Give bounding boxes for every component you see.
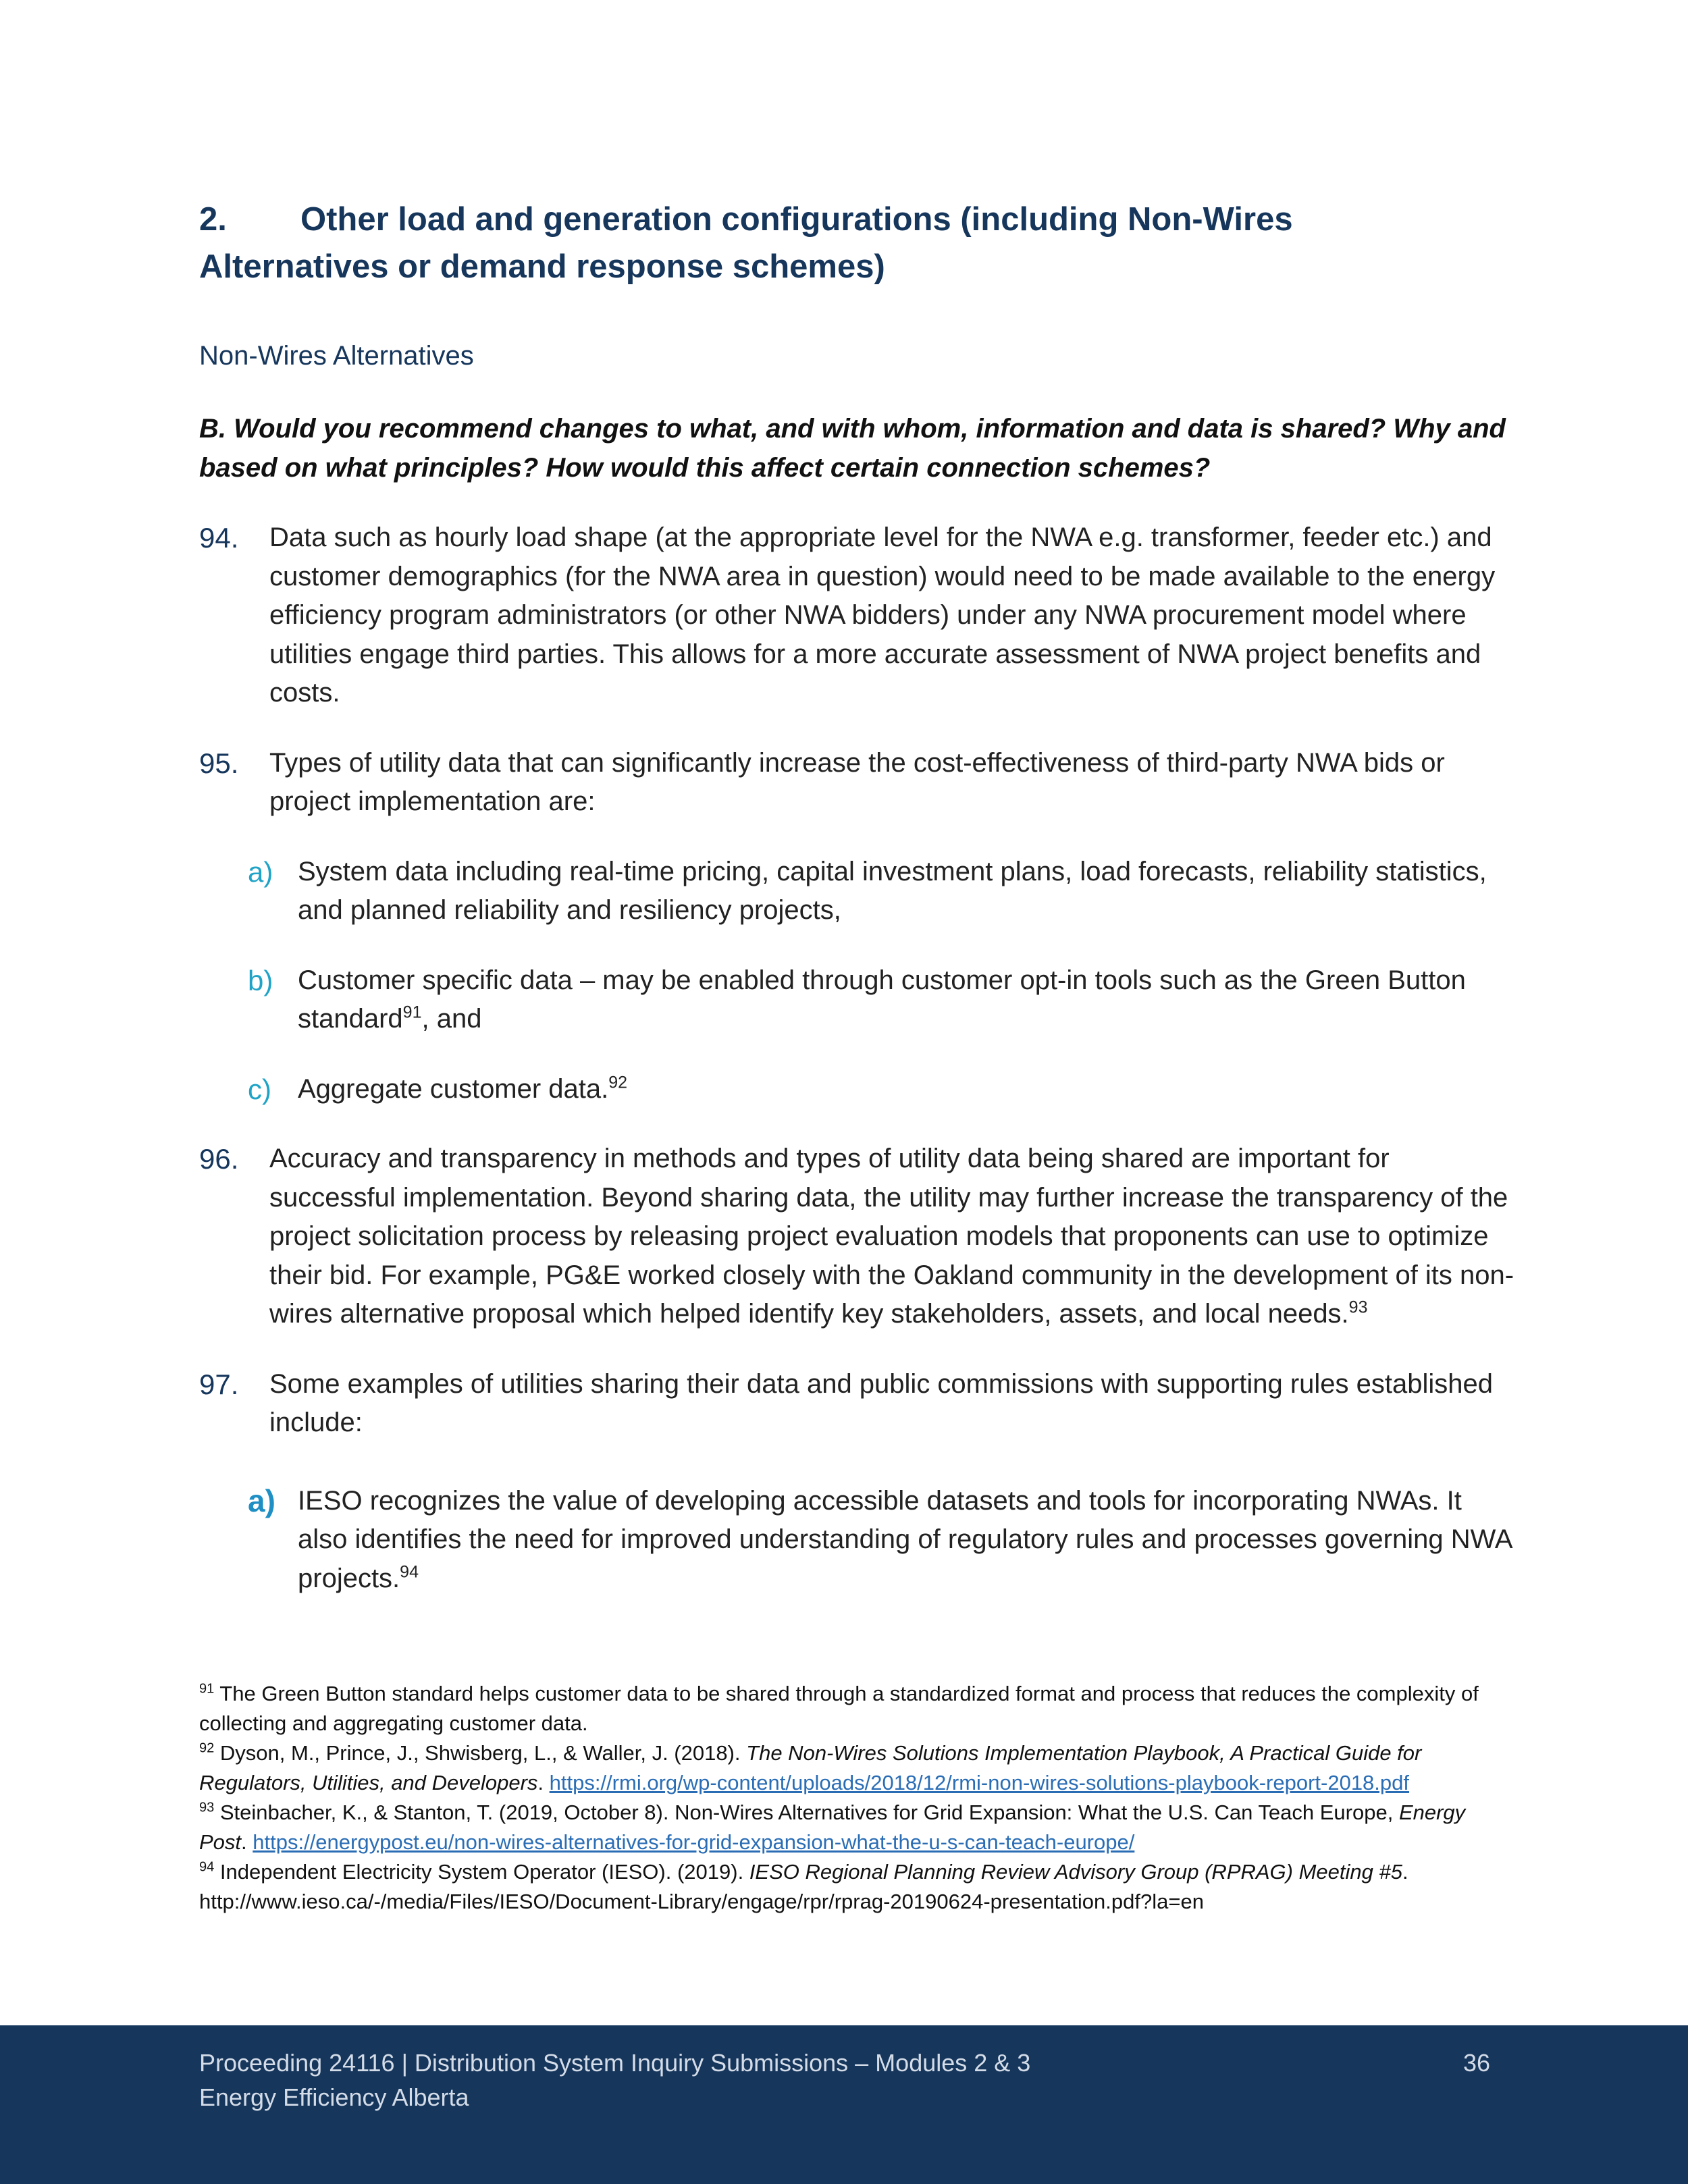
footnote-ref: 93 [1348, 1298, 1368, 1317]
footnote-link[interactable]: https://energypost.eu/non-wires-alternatives-for-grid-expansion-what-the-u-s-can-teach-europe/ [253, 1830, 1135, 1854]
list-item-text: Customer specific data – may be enabled through customer opt-in tools such as the Green Button standard [298, 965, 1466, 1034]
list-item-text: Aggregate customer data. [298, 1073, 609, 1104]
page-footer [0, 2025, 1688, 2184]
footnote-92 [199, 1738, 1516, 1798]
question-text: B. Would you recommend changes to what, and with whom, information and data is shared? Why and based on what principles? How would this affect certain connection schemes? [199, 414, 1506, 483]
footer-text [199, 2046, 1030, 2114]
paragraph-94 [199, 518, 1516, 713]
list-letter: a) [248, 855, 273, 888]
footnote-text: Dyson, M., Prince, J., Shwisberg, L., & Waller, J. (2018). [214, 1741, 747, 1765]
footnote-text: The Green Button standard helps customer data to be shared through a standardized format and process that reduces the complexity of collecting and aggregating customer data. [199, 1682, 1479, 1735]
footnote-link[interactable]: https://rmi.org/wp-content/uploads/2018/12/rmi-non-wires-solutions-playbook-report-2018.pdf [549, 1771, 1410, 1794]
footnote-number: 91 [199, 1681, 215, 1697]
list-letter: a) [248, 1483, 275, 1518]
section-number: 2. [199, 201, 227, 238]
section-title-line2: Alternatives or demand response schemes) [199, 248, 885, 285]
footnote-ref: 92 [608, 1073, 628, 1092]
list-item-text-after: , and [421, 1004, 482, 1034]
footnote-title: The Non-Wires Solutions Implementation Playbook, A Practical Guide for Regulators, Utilities, and Developers [199, 1741, 1422, 1794]
paragraph-number: 95. [199, 747, 239, 779]
footnote-title: IESO Regional Planning Review Advisory Group (RPRAG) Meeting #5 [749, 1860, 1402, 1884]
list-letter: c) [248, 1073, 271, 1105]
footnote-number: 92 [199, 1740, 215, 1756]
section-heading [199, 196, 1516, 290]
footnote-text-after: . http://www.ieso.ca/-/media/Files/IESO/Document-Library/engage/rpr/rprag-20190624-presentation.pdf?la=en [199, 1860, 1408, 1913]
paragraph-number: 97. [199, 1368, 239, 1400]
footnote-ref: 94 [400, 1562, 419, 1582]
footnote-text: Steinbacher, K., & Stanton, T. (2019, October 8). Non-Wires Alternatives for Grid Expansion: What the U.S. Can Teach Europe, [214, 1801, 1399, 1824]
footnote-text: Independent Electricity System Operator (IESO). (2019). [214, 1860, 749, 1884]
paragraph-number: 94. [199, 522, 239, 554]
paragraph-text: Accuracy and transparency in methods and types of utility data being shared are important for successful implementation. Beyond sharing data, the utility may further increase the transparency of the project solicitation process by releasing project evaluation models that proponents can use to optimize their bid. For example, PG&E worked closely with the Oakland community in the development of its non-wires alternative proposal which helped identify key stakeholders, assets, and local needs. [269, 1144, 1514, 1329]
paragraph-97 [199, 1365, 1516, 1443]
page-number: 36 [1462, 2049, 1490, 2077]
footnote-text-after: . [537, 1771, 550, 1794]
list-item [199, 1070, 1516, 1109]
list-item [199, 1482, 1516, 1599]
section-title-line1: Other load and generation configurations (including Non-Wires [300, 201, 1293, 238]
footnote-title: Energy Post [199, 1801, 1466, 1854]
footnote-number: 93 [199, 1800, 215, 1815]
footnote-number: 94 [199, 1859, 215, 1875]
paragraph-text: Some examples of utilities sharing their data and public commissions with supporting rules established include: [269, 1368, 1494, 1437]
footnote-91 [199, 1679, 1516, 1738]
footnote-ref: 91 [402, 1003, 422, 1022]
footer-line2: Energy Efficiency Alberta [199, 2083, 469, 2111]
footnote-93 [199, 1798, 1516, 1857]
list-item-text: IESO recognizes the value of developing accessible datasets and tools for incorporating NWAs. It also identifies the need for improved understanding of regulatory rules and processes governing NWA projects. [298, 1485, 1512, 1593]
subheading: Non-Wires Alternatives [199, 341, 474, 371]
footer-line1: Proceeding 24116 | Distribution System Inquiry Submissions – Modules 2 & 3 [199, 2049, 1031, 2077]
paragraph-95 [199, 744, 1516, 822]
page-content [199, 196, 1516, 1917]
paragraph-96 [199, 1140, 1516, 1334]
footnote-94 [199, 1857, 1516, 1917]
paragraph-text: Data such as hourly load shape (at the appropriate level for the NWA e.g. transformer, feeder etc.) and customer demographics (for the NWA area in question) would need to be made available to the energy efficiency program administrators (or other NWA bidders) under any NWA procurement model where utilities engage third parties. This allows for a more accurate assessment of NWA project benefits and costs. [269, 523, 1496, 708]
paragraph-text: Types of utility data that can significantly increase the cost-effectiveness of third-party NWA bids or project implementation are: [269, 747, 1445, 816]
list-item [199, 961, 1516, 1039]
list-item-text: System data including real-time pricing, capital investment plans, load forecasts, reliability statistics, and planned reliability and resiliency projects, [298, 856, 1487, 925]
footnote-text-after: . [241, 1830, 253, 1854]
list-item [199, 853, 1516, 930]
paragraph-number: 96. [199, 1143, 239, 1175]
footnotes [199, 1679, 1516, 1917]
list-letter: b) [248, 964, 273, 996]
